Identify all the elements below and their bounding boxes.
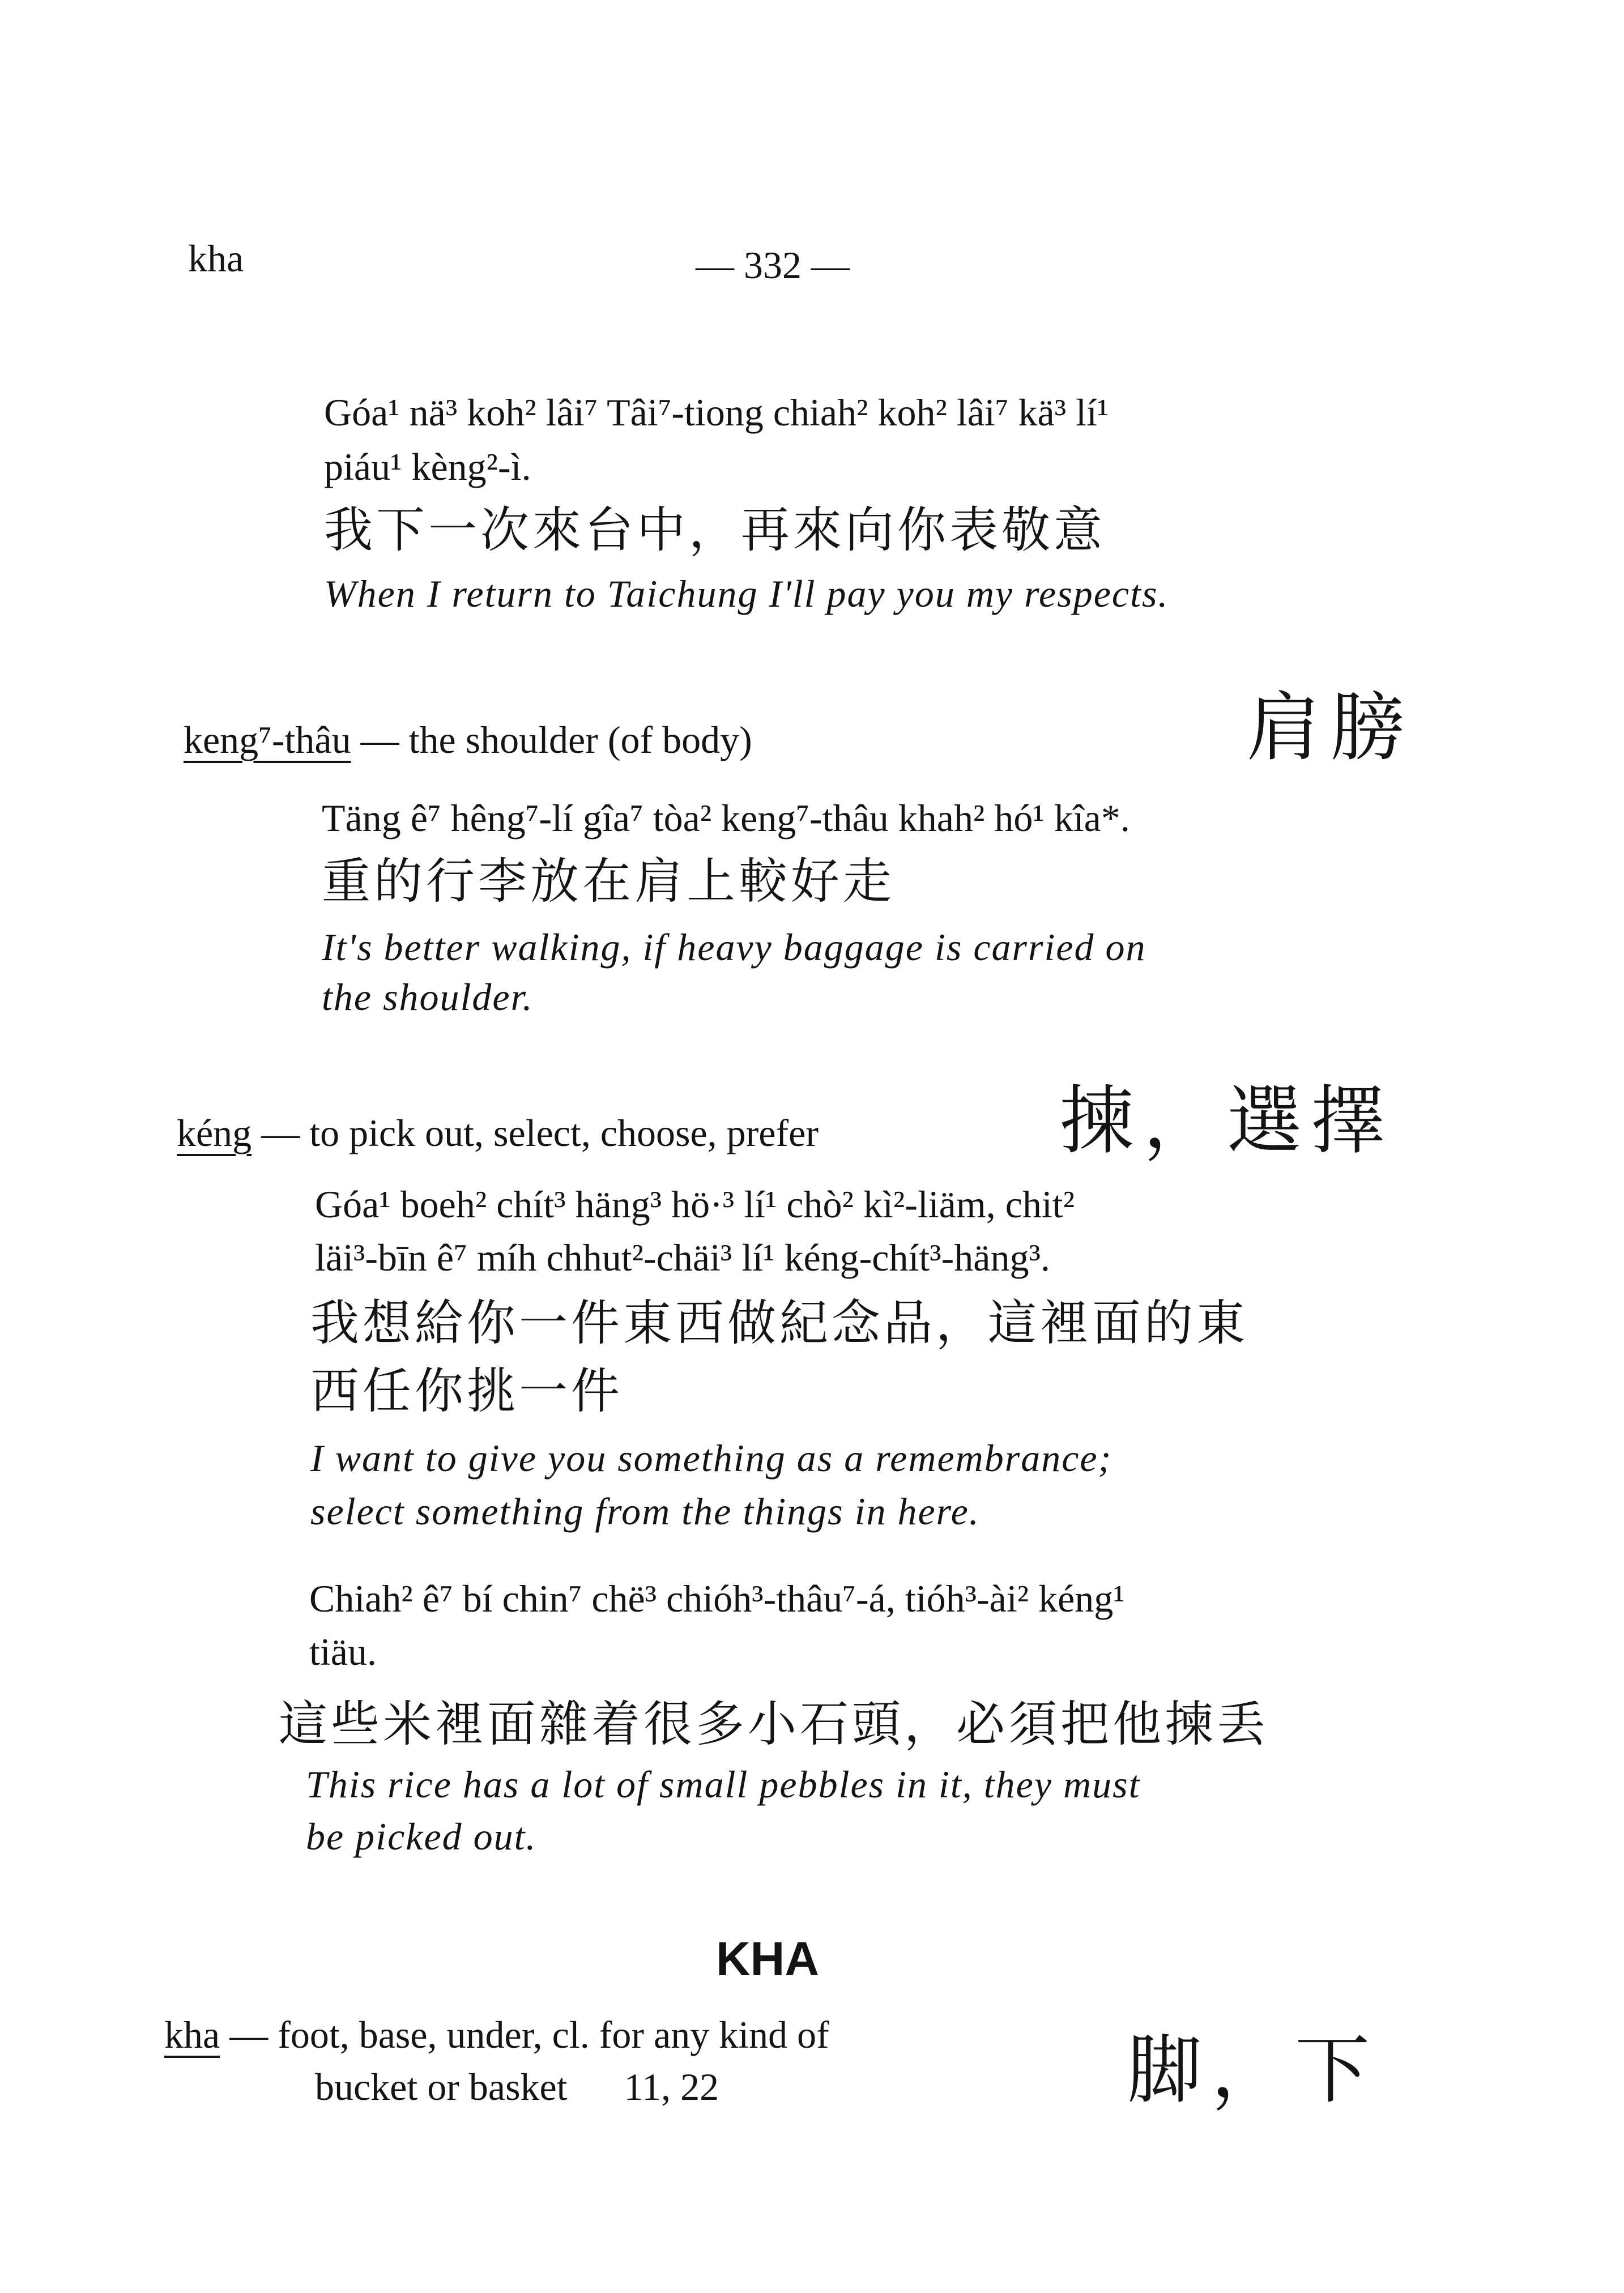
example-english-line: select something from the things in here. bbox=[310, 1490, 980, 1533]
example-english-line: It's better walking, if heavy baggage is carried on bbox=[322, 926, 1146, 969]
running-head: kha bbox=[188, 237, 244, 280]
entry-characters: 揀，選擇 bbox=[1059, 1077, 1395, 1165]
entry-definition: — the shoulder (of body) bbox=[351, 718, 752, 761]
entry-characters: 肩膀 bbox=[1246, 684, 1414, 772]
example-romanized-line: Täng ê⁷ hêng⁷-lí gîa⁷ tòa² keng⁷-thâu khah² hó¹ kîa*. bbox=[322, 796, 1130, 839]
entry-definition-continuation bbox=[315, 2062, 719, 2112]
entry-refs: 11, 22 bbox=[624, 2065, 719, 2108]
example-english-line: I want to give you something as a remembrance; bbox=[310, 1437, 1112, 1480]
entry-definition: — to pick out, select, choose, prefer bbox=[252, 1111, 819, 1154]
page-number: — 332 — bbox=[696, 244, 850, 287]
entry-line bbox=[184, 715, 752, 765]
example-romanized-line: Chiah² ê⁷ bí chin⁷ chë³ chióh³-thâu⁷-á, tióh³-ài² kéng¹ bbox=[309, 1577, 1125, 1620]
example-chinese-line: 這些米裡面雜着很多小石頭，必須把他揀丢 bbox=[279, 1696, 1269, 1753]
entry-headword: kéng bbox=[177, 1111, 252, 1154]
example-chinese-line: 西任你挑一件 bbox=[310, 1363, 623, 1420]
example-chinese-line: 我想給你一件東西做紀念品，這裡面的東 bbox=[310, 1295, 1248, 1352]
entry-definition: bucket or basket bbox=[315, 2065, 568, 2108]
entry-headword: kha bbox=[164, 2013, 220, 2056]
section-heading: KHA bbox=[716, 1932, 819, 1985]
example-english-line: the shoulder. bbox=[322, 975, 534, 1018]
entry-line bbox=[177, 1108, 819, 1158]
example-english-line: When I return to Taichung I'll pay you my respects. bbox=[324, 572, 1169, 615]
entry-line bbox=[164, 2010, 829, 2060]
example-chinese-line: 我下一次來台中，再來向你表敬意 bbox=[324, 502, 1106, 559]
example-romanized-line: tiäu. bbox=[309, 1630, 377, 1673]
entry-characters: 脚，下 bbox=[1127, 2027, 1379, 2114]
example-chinese-line: 重的行李放在肩上較好走 bbox=[322, 853, 895, 910]
example-romanized-line: läi³-bīn ê⁷ míh chhut²-chäi³ lí¹ kéng-chít³-häng³. bbox=[315, 1236, 1050, 1279]
example-english-line: This rice has a lot of small pebbles in it, they must bbox=[306, 1763, 1141, 1806]
entry-headword: keng⁷-thâu bbox=[184, 718, 351, 761]
example-english-line: be picked out. bbox=[306, 1815, 537, 1858]
example-romanized-line: piáu¹ kèng²-ì. bbox=[324, 445, 531, 488]
example-romanized-line: Góa¹ boeh² chít³ häng³ hö·³ lí¹ chò² kì²-liäm, chit² bbox=[315, 1183, 1075, 1226]
example-romanized-line: Góa¹ nä³ koh² lâi⁷ Tâi⁷-tiong chiah² koh² lâi⁷ kä³ lí¹ bbox=[324, 391, 1109, 434]
entry-definition: — foot, base, under, cl. for any kind of bbox=[220, 2013, 829, 2056]
